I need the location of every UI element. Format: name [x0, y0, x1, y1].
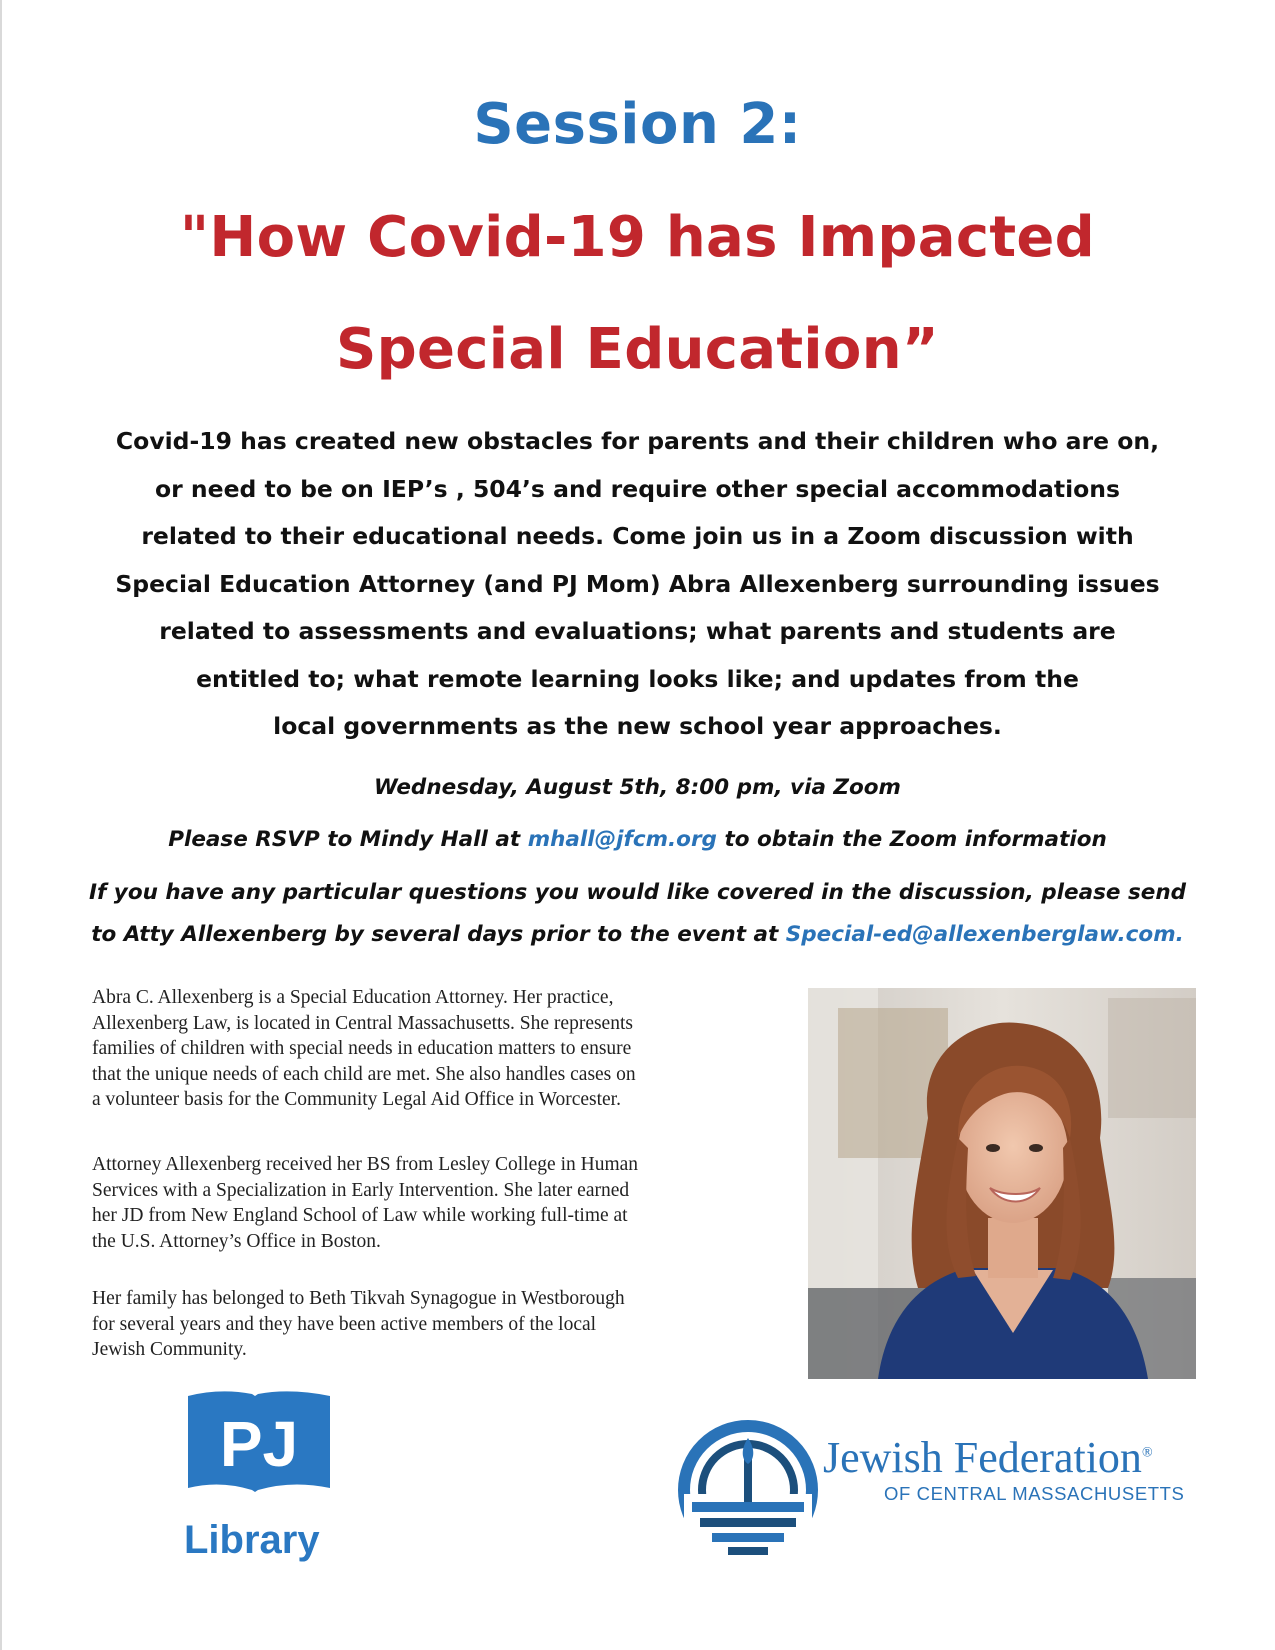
intro-line: Covid-19 has created new obstacles for parents and their children who are on,: [115, 427, 1160, 455]
bio-paragraph-1: [92, 985, 800, 1113]
intro-line: local governments as the new school year approaches.: [273, 712, 1002, 740]
bio-line: a volunteer basis for the Community Legal Aid Office in Worcester.: [92, 1089, 621, 1110]
menorah-arch-icon: [678, 1420, 818, 1560]
title-line-1: "How Covid-19 has Impacted: [179, 205, 1096, 270]
rsvp-line: [0, 827, 1275, 852]
pj-book-icon: [180, 1388, 355, 1573]
session-heading: Session 2:: [473, 92, 802, 157]
questions-line-1: If you have any particular questions you would like covered in the discussion, please send: [88, 880, 1187, 905]
title-line-2: Special Education”: [336, 317, 939, 382]
bio-paragraph-3: [92, 1286, 800, 1363]
bio-line: for several years and they have been active members of the local: [92, 1313, 597, 1335]
questions-line-2: [0, 922, 1275, 947]
bio-line: Attorney Allexenberg received her BS from Lesley College in Human: [92, 1154, 639, 1175]
attorney-portrait-photo: [808, 988, 1196, 1379]
questions-prefix: to Atty Allexenberg by several days prior to the event at: [91, 922, 786, 947]
bio-line: Her family has belonged to Beth Tikvah Synagogue in Westborough: [92, 1288, 625, 1309]
intro-line: or need to be on IEP’s , 504’s and require other special accommodations: [154, 474, 1120, 503]
bio-line: Services with a Specialization in Early Intervention. She later earned: [92, 1179, 630, 1201]
rsvp-prefix: Please RSVP to Mindy Hall at: [168, 827, 528, 852]
federation-subtitle: OF CENTRAL MASSACHUSETTS: [884, 1483, 1185, 1504]
bio-line: families of children with special needs in education matters to ensure: [92, 1038, 632, 1059]
federation-name-text: Jewish Federation: [823, 1433, 1142, 1482]
intro-line: related to their educational needs. Come join us in a Zoom discussion with: [141, 522, 1134, 550]
bio-line: Jewish Community.: [92, 1339, 247, 1360]
rsvp-suffix: to obtain the Zoom information: [716, 827, 1107, 852]
pj-letters: PJ: [219, 1408, 299, 1480]
questions-email-link[interactable]: Special-ed@allexenberglaw.com.: [785, 922, 1184, 947]
bio-line: Abra C. Allexenberg is a Special Education Attorney. Her practice,: [92, 987, 614, 1008]
intro-paragraph: [60, 418, 1215, 751]
bio-paragraph-2: [92, 1152, 800, 1254]
bio-line: her JD from New England School of Law while working full-time at: [92, 1205, 628, 1226]
bio-line: that the unique needs of each child are met. She also handles cases on: [92, 1063, 636, 1085]
pj-library-logo: [180, 1388, 355, 1573]
event-datetime: Wednesday, August 5th, 8:00 pm, via Zoom: [374, 775, 901, 800]
rsvp-email-link[interactable]: mhall@jfcm.org: [527, 827, 717, 852]
intro-line: Special Education Attorney (and PJ Mom) Abra Allexenberg surrounding issues: [115, 569, 1160, 598]
intro-line: entitled to; what remote learning looks like; and updates from the: [196, 664, 1079, 693]
registered-mark: ®: [1141, 1445, 1153, 1461]
intro-line: related to assessments and evaluations; what parents and students are: [159, 617, 1116, 645]
portrait-illustration: [808, 988, 1196, 1379]
pj-word: Library: [184, 1518, 320, 1562]
federation-name: [823, 1432, 1153, 1483]
bio-line: the U.S. Attorney’s Office in Boston.: [92, 1230, 381, 1252]
bio-line: Allexenberg Law, is located in Central Massachusetts. She represents: [92, 1012, 633, 1034]
